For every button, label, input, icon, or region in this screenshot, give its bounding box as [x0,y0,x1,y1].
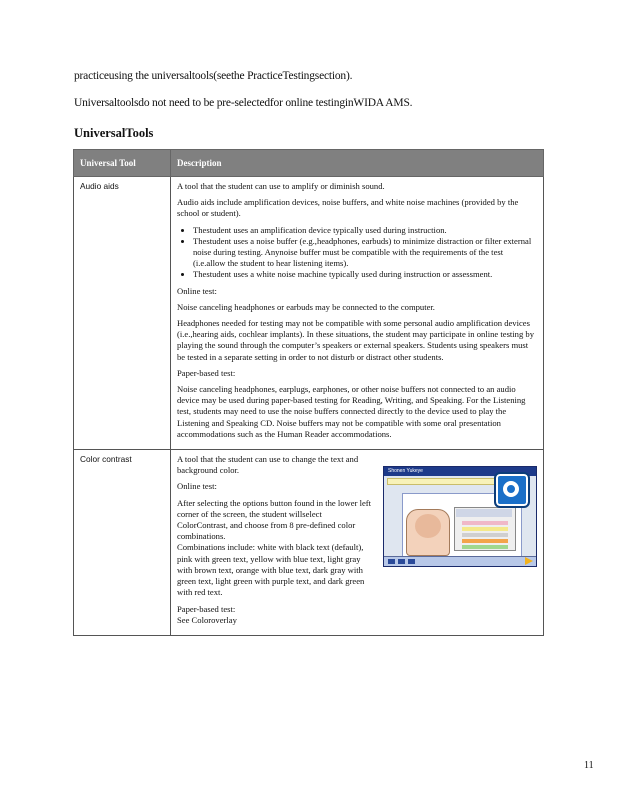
screenshot-prompt-bar [387,478,499,485]
audio-aids-paper-p1: Noise canceling headphones, earplugs, earphones, or other noise buffers not connected to an audio device may be used during paper-based testing for Reading, Writing, and Speaking. For the Listening test, students may need to use the noise buffers connected directly to the device used to play the Listening and Speaking CD. Noise buffers may not be compatible with some oral presentation accommodations such as the Human Reader accommodations. [177,384,526,439]
section-title: UniversalTools [74,126,154,140]
color-contrast-online-p2: Combinations include: white with black text (default), pink with green text, yellow with blue text, light gray with brown text, orange with blue text, dark gray with green text, light green with purple text, and dark green with red text. [177,542,365,598]
description-color-contrast [171,450,544,636]
portrait-image [406,509,450,556]
audio-aids-bullets [177,225,537,281]
audio-aids-includes: Audio aids include amplification devices, noise buffers, and white noise machines (provided by the school or student). [177,197,519,219]
color-options-header [456,509,512,517]
audio-aids-online-p2: Headphones needed for testing may not be compatible with some personal audio amplification devices (i.e.,hearing aids, cochlear implants). In these situations, the student may participate in online testing by playing the sound through the computer’s speakers or external speakers. Students using speakers must be tested in a separate setting in order to not disturb or distract other students. [177,318,535,362]
color-contrast-intro: A tool that the student can use to change the text and background color. [177,454,359,476]
gear-icon [494,472,530,508]
audio-aids-intro: A tool that the student can use to amplify or diminish sound. [177,181,385,191]
list-item: • Thestudent uses a white noise machine typically used during instruction or assessment. [193,269,537,280]
audio-aids-online-label: Online test: [177,285,217,296]
table-row-audio-aids [74,177,544,450]
swatch-orange [462,539,508,543]
audio-aids-paper-label: Paper-based test: [177,367,236,378]
universal-tools-table [73,149,544,636]
swatch-light-gray [462,533,508,537]
swatch-yellow [462,527,508,531]
screenshot-bottom-bar [384,556,536,566]
list-item: • Thestudent uses a noise buffer (e.g.,headphones, earbuds) to minimize distraction or filter external noise during testing. Anynoise buffer must be compatible with the requirements of the test (i.e.allow the student to hear listening items). [193,236,537,270]
color-contrast-online-p1: After selecting the options button found in the lower left corner of the screen, the student willselect ColorContrast, and choose from 8 pre-defined color combinations. [177,497,372,542]
toolbar-button-icon [398,559,405,564]
swatch-pink [462,521,508,525]
color-contrast-online-label: Online test: [177,481,217,492]
tool-name-color-contrast: Color contrast [74,450,171,636]
page-number: 11 [584,760,594,771]
intro-line-1: practiceusing the universaltools(seethe PracticeTestingsection). [74,70,353,82]
color-contrast-paper-p1: See Coloroverlay [177,614,237,625]
list-item: • Thestudent uses an amplification device typically used during instruction. [193,225,537,236]
description-audio-aids [171,177,544,450]
next-arrow-icon [525,557,533,565]
header-description: Description [171,150,544,177]
color-contrast-screenshot [383,466,537,567]
options-button-icon [388,559,395,564]
intro-line-2: Universaltoolsdo not need to be pre-selectedfor online testinginWIDA AMS. [74,97,413,109]
toolbar-button-icon [408,559,415,564]
swatch-light-green [462,545,508,549]
table-header-row [74,150,544,177]
color-contrast-paper-label: Paper-based test: [177,603,236,614]
tool-name-audio-aids: Audio aids [74,177,171,450]
screenshot-title: Shonen Yukeye [388,468,423,475]
table-row-color-contrast [74,450,544,636]
header-universal-tool: Universal Tool [74,150,171,177]
audio-aids-online-p1: Noise canceling headphones or earbuds may be connected to the computer. [177,301,435,312]
